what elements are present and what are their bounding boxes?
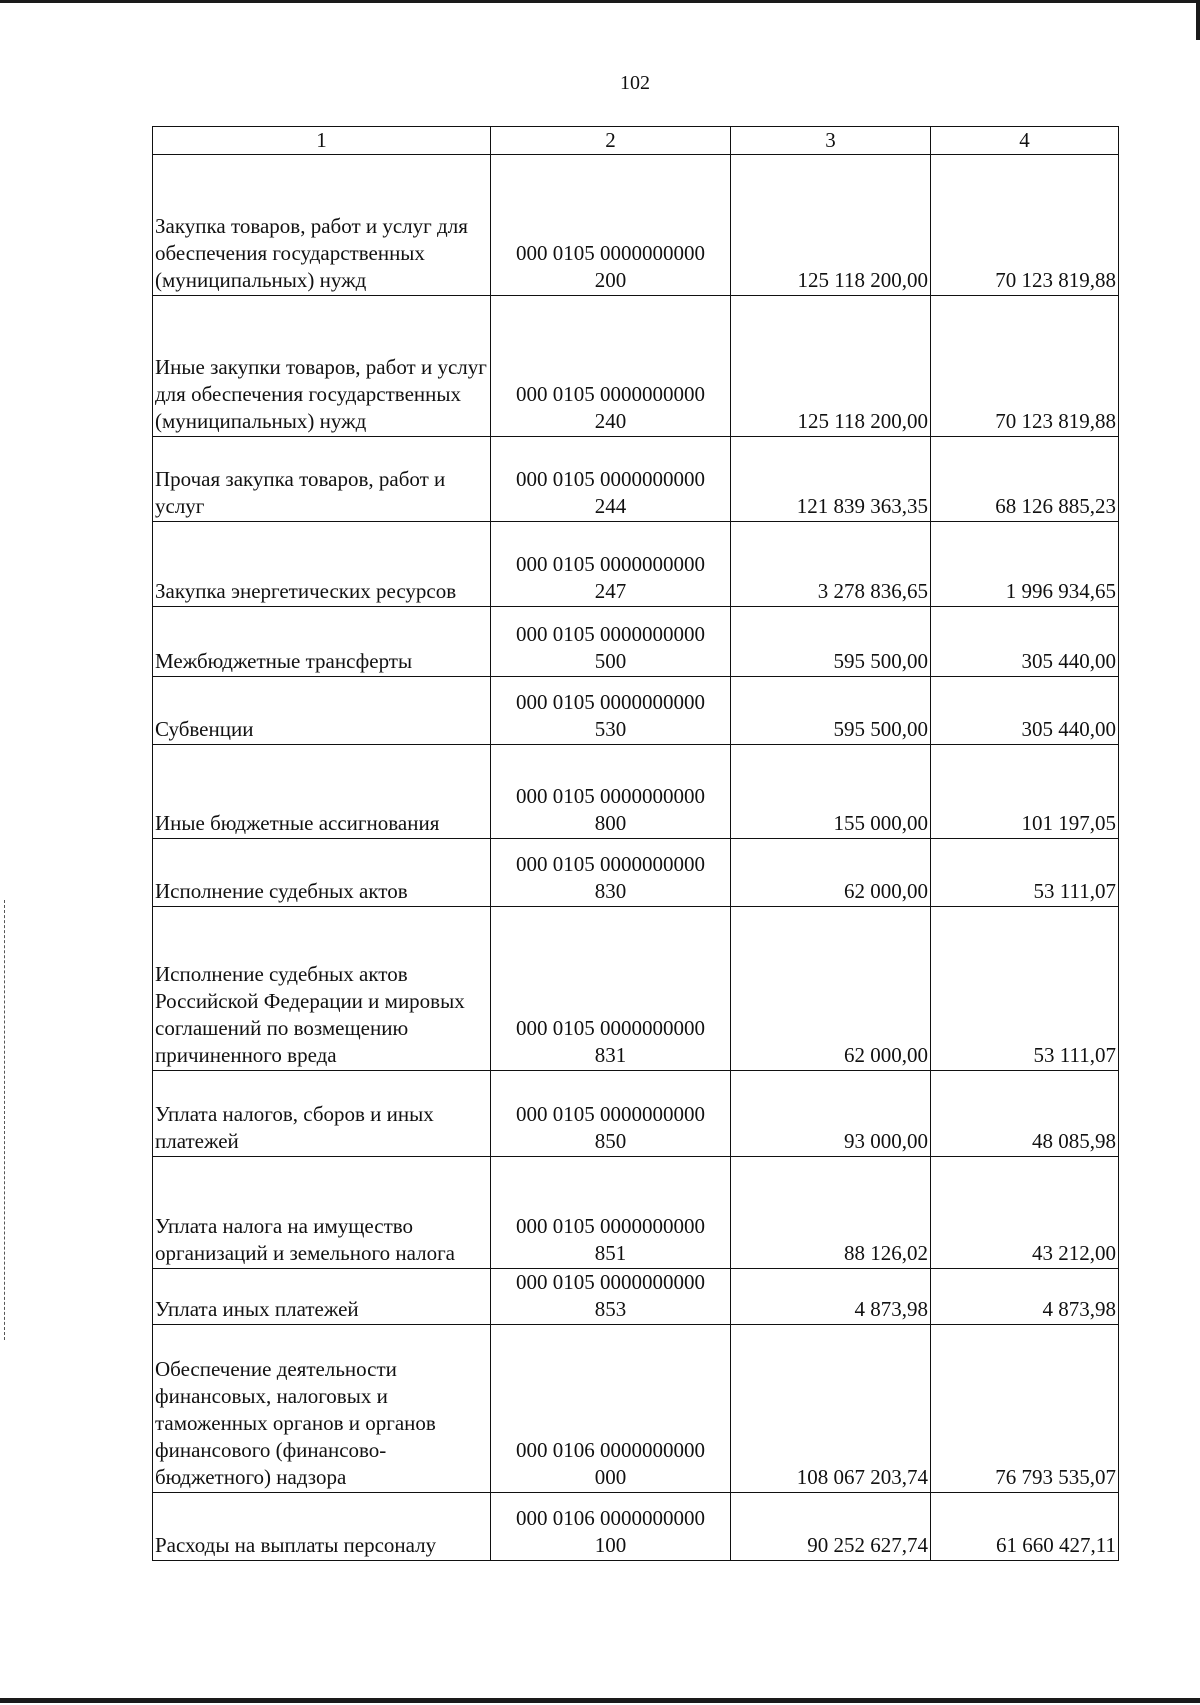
row-name: Прочая закупка товаров, работ и услуг (153, 437, 491, 522)
row-executed: 305 440,00 (931, 677, 1119, 745)
column-header-2: 2 (491, 127, 731, 155)
row-executed: 70 123 819,88 (931, 296, 1119, 437)
table-row (153, 522, 1119, 607)
code-line-1: 000 0105 0000000000 (516, 784, 705, 808)
code-line-2: 850 (594, 1129, 627, 1153)
table-row (153, 677, 1119, 745)
code-line-1: 000 0105 0000000000 (516, 1214, 705, 1238)
row-planned: 108 067 203,74 (731, 1325, 931, 1493)
row-name: Обеспечение деятельности финансовых, налоговых и таможенных органов и органов финансового (финансово-бюджетного) надзора (153, 1325, 491, 1493)
code-line-1: 000 0105 0000000000 (516, 690, 705, 714)
code-line-1: 000 0106 0000000000 (516, 1438, 705, 1462)
code-line-2: 247 (594, 579, 627, 603)
row-planned: 62 000,00 (731, 839, 931, 907)
row-planned: 93 000,00 (731, 1071, 931, 1157)
code-line-2: 500 (594, 649, 627, 673)
table-row (153, 1071, 1119, 1157)
row-executed: 1 996 934,65 (931, 522, 1119, 607)
header-row (153, 127, 1119, 155)
row-executed: 101 197,05 (931, 745, 1119, 839)
column-header-4: 4 (931, 127, 1119, 155)
row-planned: 595 500,00 (731, 607, 931, 677)
row-executed: 305 440,00 (931, 607, 1119, 677)
row-name: Уплата налогов, сборов и иных платежей (153, 1071, 491, 1157)
row-name: Исполнение судебных актов (153, 839, 491, 907)
row-name: Закупка товаров, работ и услуг для обеспечения государственных (муниципальных) нужд (153, 155, 491, 296)
row-planned: 4 873,98 (731, 1269, 931, 1325)
row-code (491, 155, 731, 296)
row-planned: 62 000,00 (731, 907, 931, 1071)
code-line-1: 000 0106 0000000000 (516, 1506, 705, 1530)
code-line-2: 530 (594, 717, 627, 741)
table-row (153, 296, 1119, 437)
column-header-3: 3 (731, 127, 931, 155)
row-executed: 70 123 819,88 (931, 155, 1119, 296)
table-row (153, 607, 1119, 677)
row-executed: 61 660 427,11 (931, 1493, 1119, 1561)
table-row (153, 1269, 1119, 1325)
row-code (491, 437, 731, 522)
row-planned: 90 252 627,74 (731, 1493, 931, 1561)
budget-table (152, 126, 1119, 1561)
row-name: Иные бюджетные ассигнования (153, 745, 491, 839)
code-line-1: 000 0105 0000000000 (516, 852, 705, 876)
row-name: Уплата налога на имущество организаций и земельного налога (153, 1157, 491, 1269)
code-line-2: 831 (594, 1043, 627, 1067)
code-line-2: 100 (594, 1533, 627, 1557)
code-line-1: 000 0105 0000000000 (516, 1016, 705, 1040)
row-code (491, 296, 731, 437)
page-number: 102 (620, 72, 650, 94)
row-planned: 121 839 363,35 (731, 437, 931, 522)
row-planned: 125 118 200,00 (731, 155, 931, 296)
code-line-2: 244 (594, 494, 627, 518)
row-name: Межбюджетные трансферты (153, 607, 491, 677)
row-code (491, 677, 731, 745)
row-name: Субвенции (153, 677, 491, 745)
row-code (491, 1493, 731, 1561)
code-line-2: 200 (594, 268, 627, 292)
row-planned: 88 126,02 (731, 1157, 931, 1269)
code-line-1: 000 0105 0000000000 (516, 241, 705, 265)
table-row (153, 437, 1119, 522)
row-name: Уплата иных платежей (153, 1269, 491, 1325)
row-planned: 595 500,00 (731, 677, 931, 745)
row-executed: 53 111,07 (931, 907, 1119, 1071)
row-planned: 155 000,00 (731, 745, 931, 839)
code-line-2: 240 (594, 409, 627, 433)
row-name: Закупка энергетических ресурсов (153, 522, 491, 607)
code-line-1: 000 0105 0000000000 (516, 467, 705, 491)
code-line-2: 000 (594, 1465, 627, 1489)
row-name: Иные закупки товаров, работ и услуг для обеспечения государственных (муниципальных) нужд (153, 296, 491, 437)
table-row (153, 745, 1119, 839)
row-code (491, 522, 731, 607)
column-header-1: 1 (153, 127, 491, 155)
row-executed: 76 793 535,07 (931, 1325, 1119, 1493)
table-row (153, 839, 1119, 907)
code-line-2: 853 (594, 1297, 627, 1321)
scan-border-bottom (0, 1698, 1200, 1703)
row-name: Расходы на выплаты персоналу (153, 1493, 491, 1561)
scan-border-right (1196, 0, 1200, 40)
code-line-1: 000 0105 0000000000 (516, 552, 705, 576)
row-planned: 3 278 836,65 (731, 522, 931, 607)
scan-artifact-left (4, 900, 6, 1340)
code-line-2: 830 (594, 879, 627, 903)
row-code (491, 1071, 731, 1157)
scan-border-top (0, 0, 1200, 3)
row-code (491, 1157, 731, 1269)
code-line-1: 000 0105 0000000000 (516, 1102, 705, 1126)
code-line-2: 851 (594, 1241, 627, 1265)
row-code (491, 745, 731, 839)
code-line-2: 800 (594, 811, 627, 835)
row-name: Исполнение судебных актов Российской Федерации и мировых соглашений по возмещению причиненного вреда (153, 907, 491, 1071)
row-executed: 43 212,00 (931, 1157, 1119, 1269)
row-executed: 68 126 885,23 (931, 437, 1119, 522)
code-line-1: 000 0105 0000000000 (516, 382, 705, 406)
row-code (491, 1325, 731, 1493)
table-row (153, 1325, 1119, 1493)
table-row (153, 907, 1119, 1071)
table-row (153, 1157, 1119, 1269)
row-code (491, 839, 731, 907)
row-code (491, 607, 731, 677)
row-code (491, 907, 731, 1071)
row-executed: 53 111,07 (931, 839, 1119, 907)
row-code (491, 1269, 731, 1325)
table-row (153, 155, 1119, 296)
row-planned: 125 118 200,00 (731, 296, 931, 437)
code-line-1: 000 0105 0000000000 (516, 1270, 705, 1294)
code-line-1: 000 0105 0000000000 (516, 622, 705, 646)
row-executed: 48 085,98 (931, 1071, 1119, 1157)
row-executed: 4 873,98 (931, 1269, 1119, 1325)
table-row (153, 1493, 1119, 1561)
